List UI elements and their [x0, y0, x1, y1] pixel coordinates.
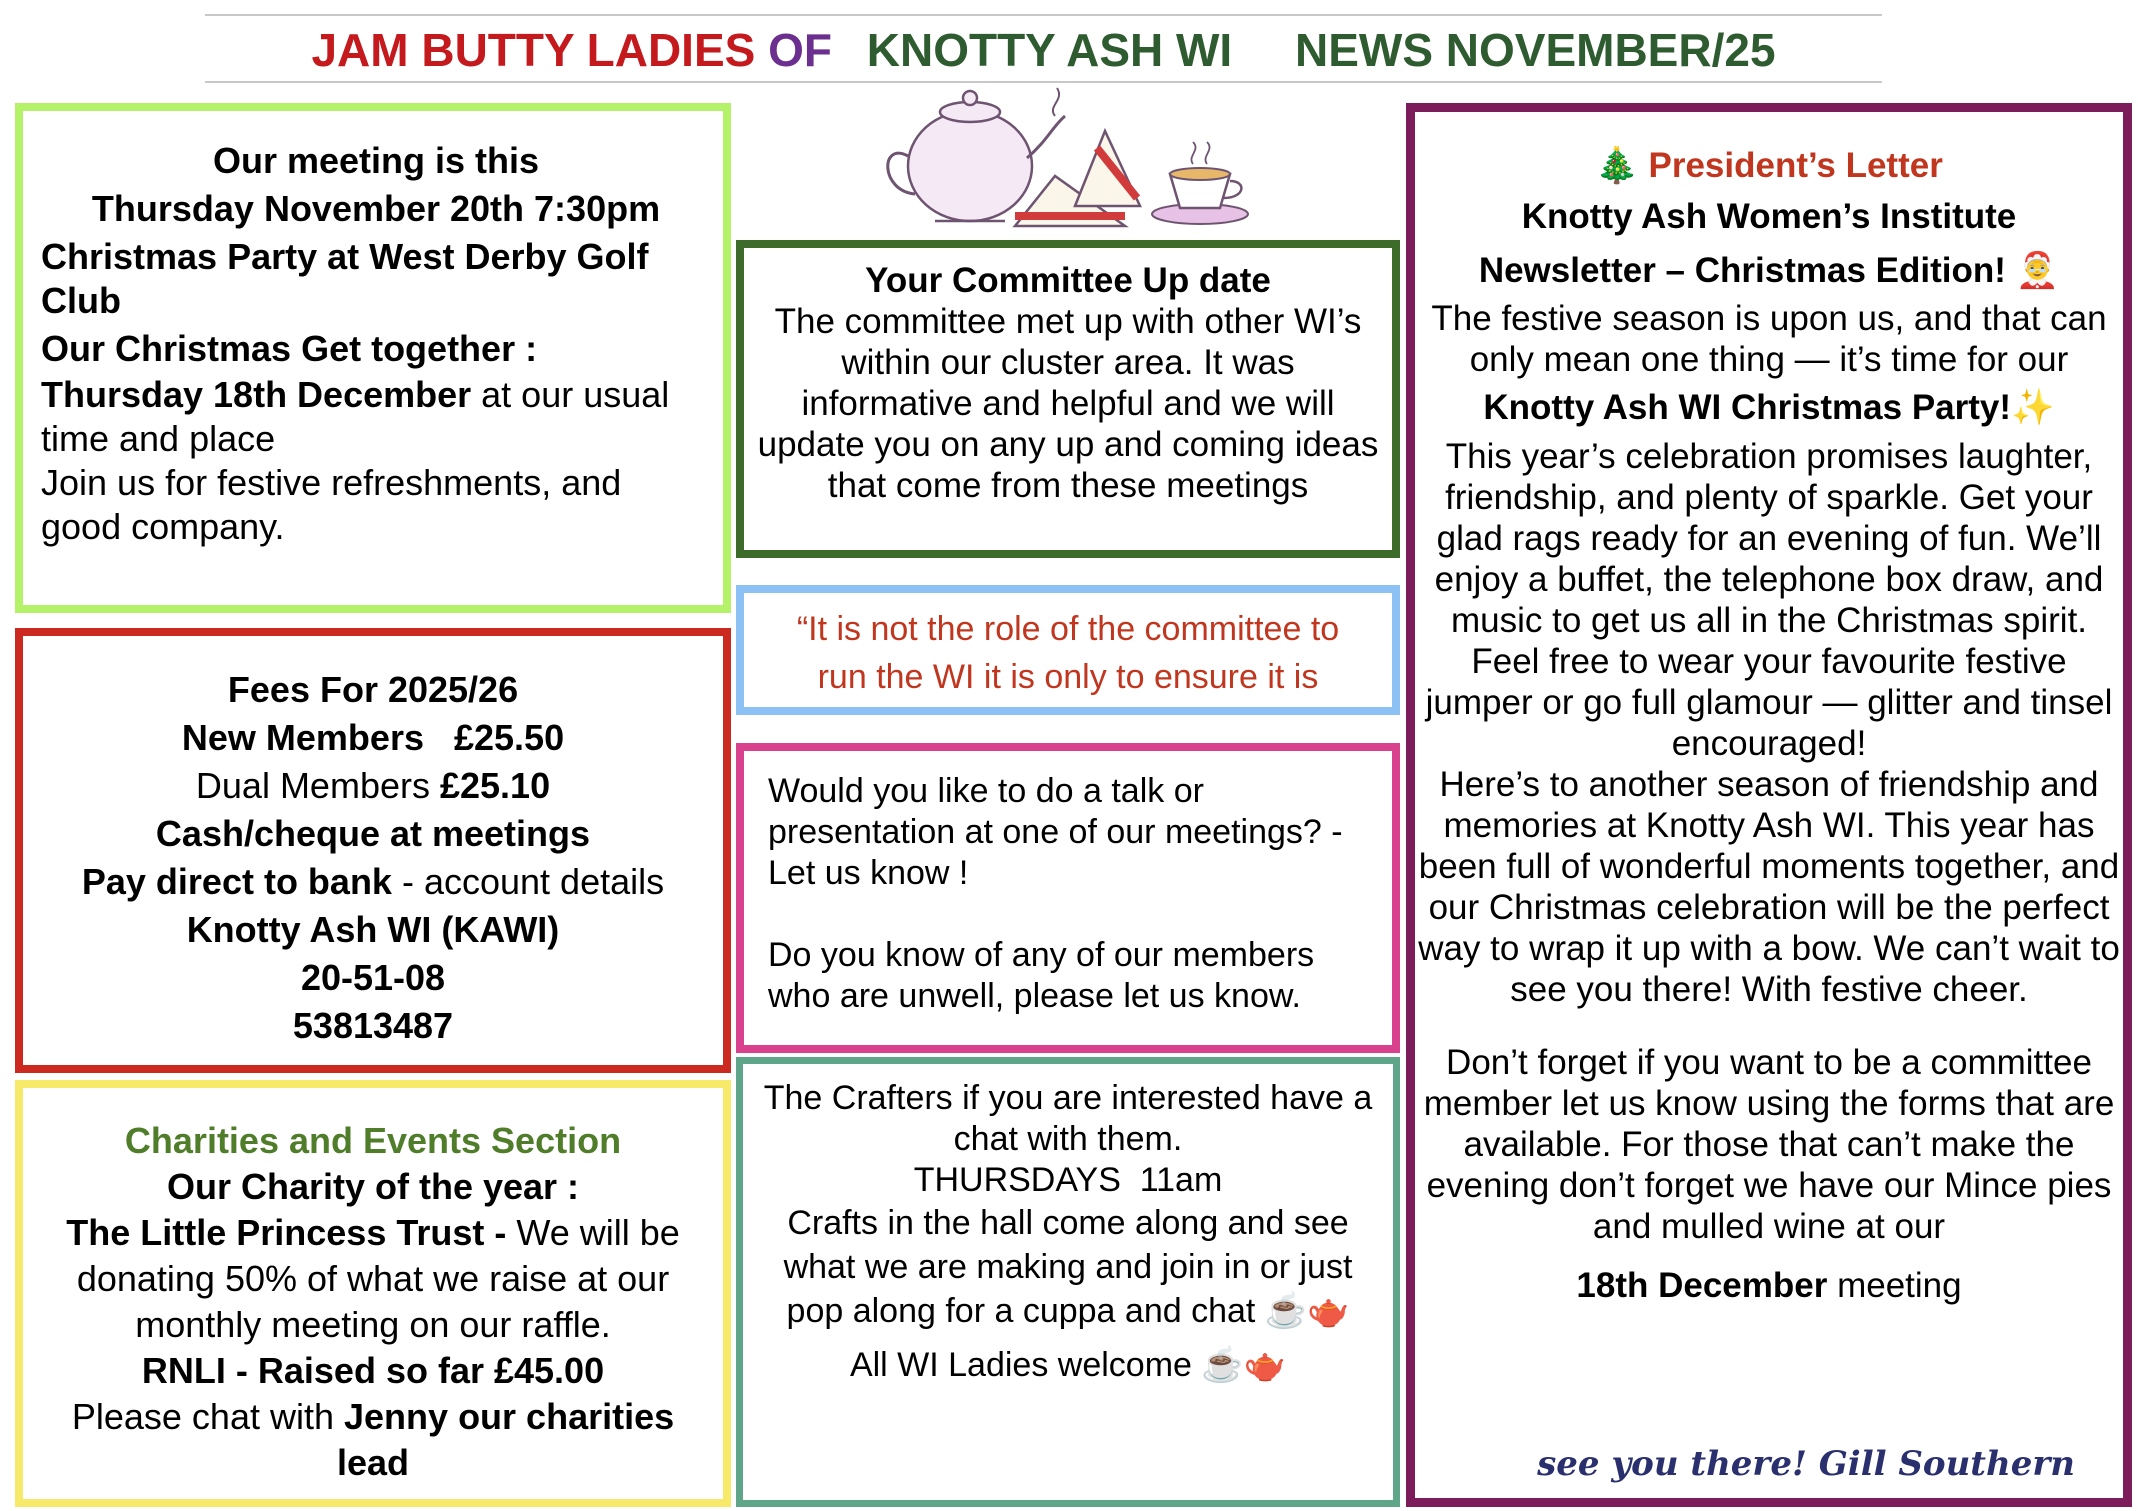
- charities-box: [15, 1080, 731, 1507]
- fees-dual-label: Dual Members: [195, 765, 440, 806]
- christmas-tree-icon: 🎄: [1595, 146, 1639, 185]
- committee-role-quote: “It is not the role of the committee to run the WI it is only to ensure it is: [796, 610, 1340, 696]
- crafters-intro: The Crafters if you are interested have a chat with them.: [763, 1079, 1373, 1158]
- fees-dual-members: [29, 762, 717, 810]
- get-together-date: Thursday 18th December: [41, 374, 472, 415]
- charities-title: Charities and Events Section: [124, 1120, 622, 1161]
- charities-contact-plain: Please chat with: [71, 1396, 345, 1437]
- meeting-intro: Our meeting is this: [212, 140, 540, 181]
- fees-sort-code: 20-51-08: [300, 957, 446, 998]
- fees-new-members: New Members £25.50: [181, 717, 565, 758]
- title-part-of: OF: [768, 24, 832, 76]
- title-part-wi: KNOTTY ASH WI: [866, 24, 1233, 76]
- meeting-venue: Christmas Party at West Derby Golf Club: [41, 236, 649, 321]
- fees-account-name: Knotty Ash WI (KAWI): [186, 909, 560, 950]
- president-signature: see you there! Gill Southern: [1537, 1444, 2075, 1484]
- fees-account-number: 53813487: [292, 1005, 454, 1046]
- sandwich-icon: [1015, 131, 1140, 226]
- fees-pay-bold: Pay direct to bank: [81, 861, 392, 902]
- president-letter-box: [1406, 103, 2132, 1507]
- president-heading: [1417, 142, 2121, 190]
- president-para-dress: Feel free to wear your favourite festive jumper or go full glamour — glitter and tinsel encouraged!: [1425, 642, 2113, 763]
- christmas-get-together-heading: Our Christmas Get together :: [41, 328, 538, 369]
- unwell-members-request: Do you know of any of our members who are unwell, please let us know.: [768, 936, 1315, 1015]
- charities-subtitle: Our Charity of the year :: [166, 1166, 580, 1207]
- header-bottom-rule: [205, 81, 1882, 83]
- get-together-place: at our usual time and place: [41, 374, 670, 459]
- crafters-details: Crafts in the hall come along and see what we are making and join in or just pop along for a cuppa and chat ☕🫖: [783, 1204, 1353, 1330]
- meeting-box: [15, 103, 731, 613]
- header-top-rule: [205, 14, 1882, 16]
- crafters-schedule: THURSDAYS 11am: [913, 1161, 1223, 1199]
- teacup-icon: [1152, 142, 1248, 224]
- newsletter-title: [205, 22, 1882, 78]
- fees-cash: Cash/cheque at meetings: [155, 813, 591, 854]
- meeting-date: Thursday November 20th 7:30pm: [91, 188, 661, 229]
- president-institute-name: Knotty Ash Women’s Institute: [1521, 197, 2017, 236]
- meeting-invite: Join us for festive refreshments, and good company.: [41, 462, 622, 547]
- committee-body: The committee met up with other WI’s within our cluster area. It was informative and helpful and we will update you on any up and coming ideas that come from these meetings: [757, 302, 1379, 505]
- president-newsletter-edition: Newsletter – Christmas Edition! 🤶: [1478, 251, 2060, 290]
- charities-trust-details: We will be donating 50% of what we raise at our monthly meeting on our raffle.: [76, 1212, 680, 1345]
- talk-invitation: Would you like to do a talk or presentation at one of our meetings? - Let us know !: [768, 772, 1343, 892]
- quote-box: [736, 585, 1400, 715]
- christmas-get-together-details: [41, 373, 711, 461]
- president-heading-text: President’s Letter: [1638, 146, 1943, 185]
- title-part-ladies: JAM BUTTY LADIES: [311, 24, 756, 76]
- fees-title: Fees For 2025/26: [227, 669, 519, 710]
- talk-box: [736, 743, 1400, 1053]
- president-para-meeting: [1417, 1265, 2121, 1306]
- title-part-news: NEWS NOVEMBER/25: [1295, 24, 1776, 76]
- charities-contact-lead: Jenny our charities lead: [336, 1396, 675, 1483]
- fees-dual-amount: £25.10: [439, 765, 551, 806]
- crafters-box: [736, 1057, 1400, 1507]
- president-meeting-date: 18th December: [1576, 1266, 1828, 1305]
- president-para-memories: Here’s to another season of friendship and memories at Knotty Ash WI. This year has been full of wonderful moments together, and our Christmas celebration will be the perfect way to wrap it up with a bow. We can’t wait to see you there! With festive cheer.: [1418, 765, 2120, 1009]
- president-party-heading: Knotty Ash WI Christmas Party!✨: [1483, 388, 2055, 427]
- committee-box: [736, 240, 1400, 558]
- president-meeting-rest: meeting: [1827, 1266, 1962, 1305]
- crafters-welcome: All WI Ladies welcome ☕🫖: [849, 1346, 1287, 1384]
- charities-trust: [35, 1210, 711, 1348]
- committee-title: Your Committee Up date: [865, 261, 1271, 300]
- fees-pay-direct: [29, 858, 717, 906]
- charities-rnli: RNLI - Raised so far £45.00: [141, 1350, 605, 1391]
- tea-and-sandwich-illustration: [875, 86, 1255, 236]
- president-para-celebration: This year’s celebration promises laughter, friendship, and plenty of sparkle. Get your glad rags ready for an evening of fun. We’ll enjoy a buffet, the telephone box draw, and music to get us all in the Christmas spirit.: [1434, 437, 2104, 640]
- charities-trust-name: The Little Princess Trust -: [66, 1212, 517, 1253]
- president-para-intro: The festive season is upon us, and that can only mean one thing — it’s time for our: [1431, 299, 2107, 379]
- charities-contact: [35, 1394, 711, 1486]
- fees-box: [15, 628, 731, 1073]
- president-para-committee: Don’t forget if you want to be a committee member let us know using the forms that are available. For those that can’t make the evening don’t forget we have our Mince pies and mulled wine at our: [1423, 1043, 2115, 1246]
- fees-pay-rest: - account details: [391, 861, 665, 902]
